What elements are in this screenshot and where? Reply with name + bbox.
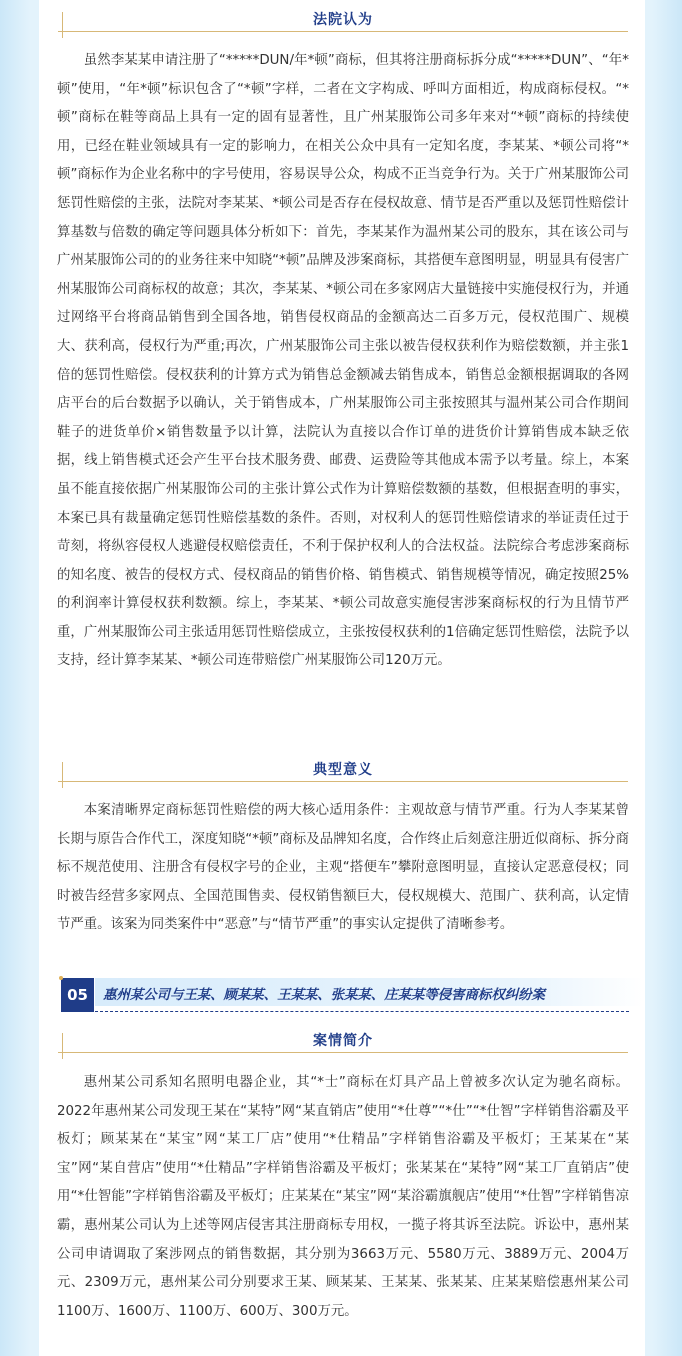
section-heading-court bbox=[58, 12, 628, 40]
heading-bracket-line bbox=[58, 781, 628, 782]
case-number-badge: 05 bbox=[61, 978, 94, 1012]
case-banner bbox=[57, 976, 629, 1014]
significance-paragraph: 本案清晰界定商标惩罚性赔偿的两大核心适用条件：主观故意与情节严重。行为人李某某曾长期与原告合作代工，深度知晓“*顿”商标及品牌知名度，合作终止后刻意注册近似商标、拆分商标不规范使用、注册含有侵权字号的企业，主观“搭便车”攀附意图明显，直接认定恶意侵权；同时被告经营多家网点、全国范围售卖、侵权销售额巨大，侵权规模大、范围广、获利高，认定情节严重。该案为同类案件中“恶意”与“情节严重”的事实认定提供了清晰参考。 bbox=[57, 803, 629, 933]
section-heading-intro bbox=[58, 1033, 628, 1061]
heading-bracket-line bbox=[58, 1052, 628, 1053]
case-intro-paragraph: 惠州某公司系知名照明电器企业，其“*士”商标在灯具产品上曾被多次认定为驰名商标。2022年惠州某公司发现王某在“某特”网“某直销店”使用“*仕尊”“*仕”“*仕智”字样销售浴霸及平板灯；顾某某在“某宝”网“某工厂店”使用“*仕精品”字样销售浴霸及平板灯；王某某在“某宝”网“某自营店”使用“*仕精品”字样销售浴霸及平板灯；张某某在“某特”网“某工厂直销店”使用“*仕智能”字样销售浴霸及平板灯；庄某某在“某宝”网“某浴霸旗舰店”使用“*仕智”字样销售凉霸，惠州某公司认为上述等网店侵害其注册商标专用权，一揽子将其诉至法院。诉讼中，惠州某公司申请调取了案涉网点的销售数据，其分别为3663万元、5580万元、3889万元、2004万元、2309万元，惠州某公司分别要求王某、顾某某、王某某、张某某、庄某某赔偿惠州某公司1100万、1600万、1100万、600万、300万元。 bbox=[57, 1075, 629, 1319]
section-title-intro: 案情简介 bbox=[313, 1033, 373, 1049]
section-title-court: 法院认为 bbox=[313, 12, 373, 28]
section-heading-significance bbox=[58, 762, 628, 790]
case-title: 惠州某公司与王某、顾某某、王某某、张某某、庄某某等侵害商标权纠纷案 bbox=[103, 988, 545, 1003]
court-opinion-paragraph: 虽然李某某申请注册了“*****DUN/年*顿”商标，但其将注册商标拆分成“*****DUN”、“年*顿”使用，“年*顿”标识包含了“*顿”字样，二者在文字构成、呼叫方面相近，构成商标侵权。“*顿”商标在鞋等商品上具有一定的固有显著性，且广州某服饰公司多年来对“*顿”商标的持续使用，已经在鞋业领域具有一定的影响力，在相关公众中具有一定知名度，李某某、*顿公司将“*顿”商标作为企业名称中的字号使用，容易误导公众，构成不正当竞争行为。关于广州某服饰公司惩罚性赔偿的主张，法院对李某某、*顿公司是否存在侵权故意、情节是否严重以及惩罚性赔偿计算基数与倍数的确定等问题具体分析如下：首先，李某某作为温州某公司的股东，其在该公司与广州某服饰公司的的业务往来中知晓“*顿”品牌及涉案商标，其搭便车意图明显，明显具有侵害广州某服饰公司商标权的故意；其次，李某某、*顿公司在多家网店大量链接中实施侵权行为，并通过网络平台将商品销售到全国各地，销售侵权商品的金额高达二百多万元，侵权范围广、规模大、获利高，侵权行为严重;再次，广州某服饰公司主张以被告侵权获利作为赔偿数额，并主张1倍的惩罚性赔偿。侵权获利的计算方式为销售总金额减去销售成本，销售总金额根据调取的各网店平台的后台数据予以确认，关于销售成本，广州某服饰公司主张按照其与温州某公司合作期间鞋子的进货单价×销售数量予以计算，法院认为直接以合作订单的进货价计算销售成本缺乏依据，线上销售模式还会产生平台技术服务费、邮费、运费险等其他成本需予以考量。综上，本案虽不能直接依据广州某服饰公司的主张计算公式作为计算赔偿数额的基数，但根据查明的事实，本案已具有裁量确定惩罚性赔偿基数的条件。否则，对权利人的惩罚性赔偿请求的举证责任过于苛刻，将纵容侵权人逃避侵权赔偿责任，不利于保护权利人的合法权益。法院综合考虑涉案商标的知名度、被告的侵权方式、侵权商品的销售价格、销售模式、销售规模等情况，确定按照25%的利润率计算侵权获利数额。综上，李某某、*顿公司故意实施侵害涉案商标权的行为且情节严重，广州某服饰公司主张适用惩罚性赔偿成立，主张按侵权获利的1倍确定惩罚性赔偿，法院予以支持，经计算李某某、*顿公司连带赔偿广州某服饰公司120万元。 bbox=[57, 53, 629, 669]
section-title-significance: 典型意义 bbox=[313, 762, 373, 778]
badge-accent-dot bbox=[59, 976, 63, 980]
case-title-dashed-rule bbox=[95, 1011, 629, 1012]
heading-bracket-line bbox=[58, 31, 628, 32]
